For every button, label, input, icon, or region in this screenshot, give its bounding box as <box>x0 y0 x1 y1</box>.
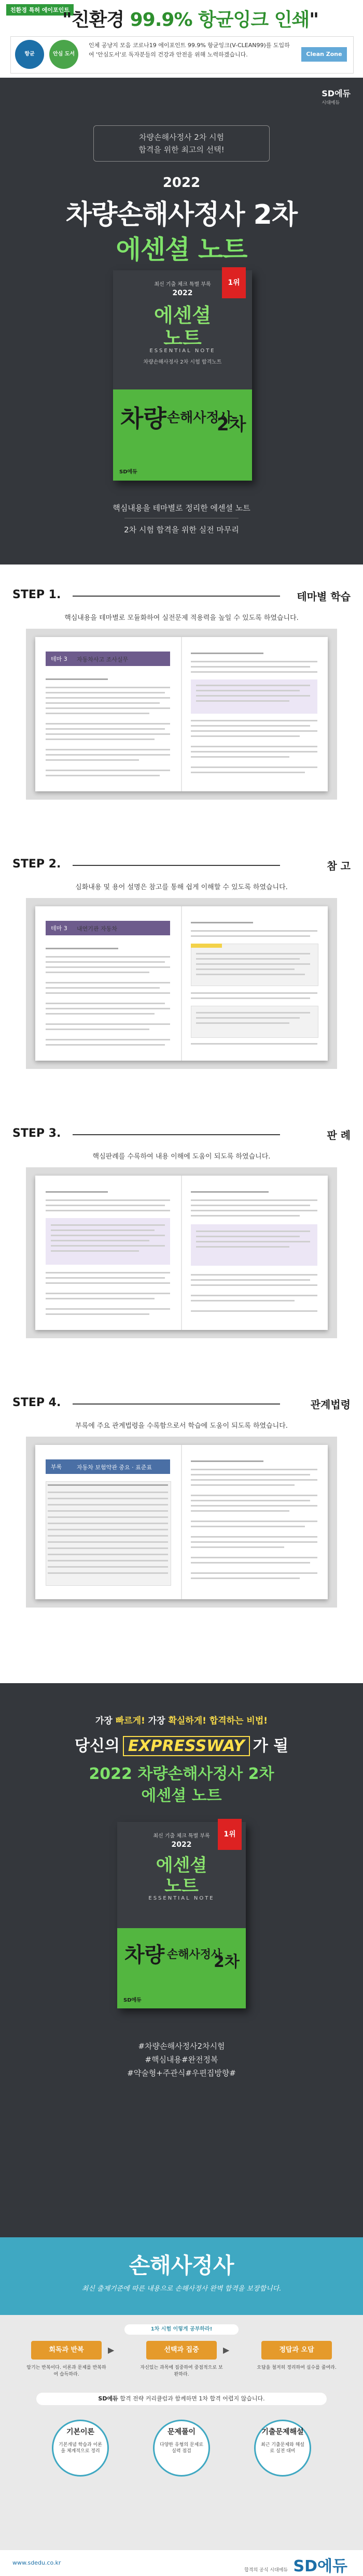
hero-year: 2022 <box>162 175 201 191</box>
footer-logo: 합격의 공식 시대에듀 SD에듀 <box>244 2557 347 2575</box>
sample-page-image: 부록 자동차 보험약관 중요 · 표준표 <box>26 1437 337 1608</box>
promo-tags-3: #약술형+주관식#우편집방향# <box>127 2068 236 2078</box>
tip-desc: 암기는 반복이다. 이론과 문제를 반복하여 습득하라. <box>26 2365 106 2377</box>
tip-focus-button: 선택과 집중 <box>146 2341 217 2360</box>
step-title: 참 고 <box>327 860 351 872</box>
step-desc: 부록에 주요 관계법령을 수록함으로서 학습에 도움이 되도록 하였습니다. <box>75 1422 288 1430</box>
brand-logo: SD에듀 시대에듀 <box>322 89 351 106</box>
promo-tags-2: #핵심내용#완전정복 <box>145 2055 218 2064</box>
divider <box>73 1134 280 1135</box>
eco-tag: 친환경 특허 에이포인트 <box>6 4 74 16</box>
step-desc: 핵심판례를 수록하여 내용 이해에 도움이 되도록 하였습니다. <box>92 1153 271 1161</box>
antibacterial-badge: 항균 <box>15 40 44 69</box>
feature-circle: 기출문제해설 최근 기출문제와 해설로 실전 대비 <box>254 2420 311 2477</box>
feature-circle: 문제풀이 다양한 유형의 문제로 실력 점검 <box>153 2420 210 2477</box>
step-number: STEP 2. <box>12 858 61 871</box>
site-link[interactable]: www.sdedu.co.kr <box>12 2559 61 2566</box>
eco-text: 인체 공냥지 모음 코로나19 에이포인트 99.9% 항균잉크(V-CLEAN99)를 도입하여 '안심도서'로 독자분들의 건강과 안전을 위해 노력하겠습니다. <box>89 42 290 58</box>
divider <box>73 865 280 866</box>
step-number: STEP 4. <box>12 1396 61 1409</box>
bottom-title: 손해사정사 <box>129 2253 234 2278</box>
bottom-script: 최신 출제기준에 따른 내용으로 손해사정사 완벽 합격을 보장합니다. <box>81 2285 282 2293</box>
step-3-section <box>0 1124 363 1357</box>
step-desc: 핵심내용을 테마별로 모듈화하여 실전문제 적용력을 높일 수 있도록 하였습니다. <box>64 614 299 622</box>
promo-title-2: 에센셜 노트 <box>141 1787 222 1805</box>
step-title: 관계법령 <box>310 1398 351 1411</box>
promo-title-1: 2022 차량손해사정사 2차 <box>89 1765 274 1783</box>
safe-book-badge: 안심 도서 <box>49 40 78 69</box>
eco-info-box <box>10 36 354 74</box>
sample-page-image: 테마 3 자동차사고 조사실무 <box>26 629 337 800</box>
step-title: 테마별 학습 <box>297 590 351 603</box>
tip-desc: 자신있는 과목에 집중하여 중점적으로 보완하라. <box>140 2365 223 2377</box>
step-desc: 심화내용 및 용어 설명은 참고를 통해 쉽게 이해할 수 있도록 하였습니다. <box>75 884 288 891</box>
curriculum-info: SD에듀 합격 전략 커리큘럼과 함께하면 1차 합격 어렵지 않습니다. <box>36 2393 327 2405</box>
step-title: 판 례 <box>327 1129 351 1141</box>
hero-line-1: 핵심내용을 테마별로 정리한 에센셜 노트 <box>113 503 250 513</box>
step-1-section <box>0 585 363 818</box>
clean-zone-logo: Clean Zone <box>301 47 347 62</box>
promo-expressway: 당신의 EXPRESSWAY 가 될 <box>74 1737 289 1755</box>
step-2-section <box>0 855 363 1088</box>
feature-circle: 기본이론 기본개념 학습과 이론을 체계적으로 정리 <box>52 2420 109 2477</box>
arrow-right-icon: ▶ <box>108 2345 115 2355</box>
hero-subtitle: 에센셜 노트 <box>116 235 247 265</box>
hero-section <box>0 78 363 565</box>
study-tip-pill: 1차 시험 이렇게 공부하라! <box>124 2324 239 2335</box>
rank-flag: 1위 <box>222 267 246 298</box>
arrow-right-icon: ▶ <box>223 2345 230 2355</box>
hero-title: 차량손해사정사 2차 <box>65 199 298 230</box>
book-cover: 최신 기출 체크 특별 부록 2022 에센셜 노트 ESSENTIAL NOTE 차량손해사정사 2차 시험 합격노트 1위 차량 손해사정사 2차 SD에듀 <box>113 270 252 481</box>
hero-line-2: 2차 시험 합격을 위한 실전 마무리 <box>124 525 239 534</box>
footer <box>0 2550 363 2576</box>
divider <box>73 596 280 597</box>
promo-tags-1: #차량손해사정사2차시험 <box>138 2042 225 2051</box>
step-number: STEP 3. <box>12 1127 61 1140</box>
divider <box>73 1403 280 1405</box>
promo-section <box>0 1683 363 2237</box>
promo-headline: 가장 빠르게! 가장 확실하게! 합격하는 비법! <box>95 1716 268 1726</box>
sample-page-image <box>26 1167 337 1338</box>
step-number: STEP 1. <box>12 588 61 601</box>
eco-title: "친환경 99.9% 항균잉크 인쇄" <box>62 9 319 31</box>
step-4-section <box>0 1393 363 1652</box>
bottom-section <box>0 2237 363 2576</box>
hero-tagline: 차량손해사정사 2차 시험 합격을 위한 최고의 선택! <box>93 125 270 162</box>
tip-review-button: 회독과 반복 <box>31 2341 102 2360</box>
eco-banner <box>0 0 363 78</box>
tip-desc: 오답을 철저히 정리하여 실수를 줄여라. <box>257 2365 337 2370</box>
book-cover-small: 최신 기출 체크 특별 부록 2022 에센셜 노트 ESSENTIAL NOTE 1위 차량 손해사정사 2차 SD에듀 <box>117 1822 246 2008</box>
tip-answer-button: 정답과 오답 <box>261 2341 332 2360</box>
sample-page-image: 테마 3 내연기관 자동차 <box>26 898 337 1069</box>
